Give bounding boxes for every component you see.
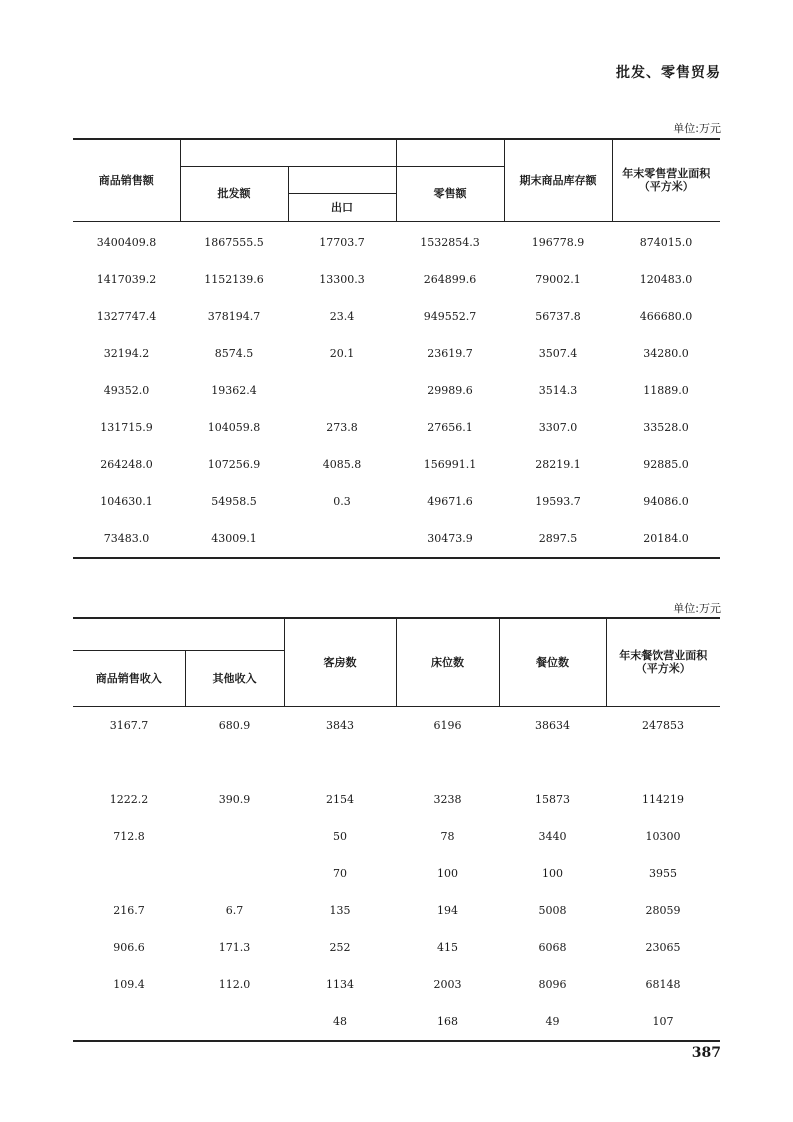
cell bbox=[73, 855, 185, 892]
cell: 3507.4 bbox=[538, 346, 578, 360]
table-row bbox=[73, 446, 720, 483]
header-export: 出口 bbox=[288, 193, 396, 221]
header-inventory: 期末商品库存额 bbox=[504, 139, 612, 221]
cell: 4085.8 bbox=[322, 457, 362, 471]
table-row bbox=[73, 966, 720, 1003]
cell: 949552.7 bbox=[423, 309, 477, 323]
cell: 1532854.3 bbox=[420, 235, 480, 249]
header-retail-area-label: 年末零售营业面积 bbox=[622, 167, 711, 181]
cell: 23.4 bbox=[329, 309, 355, 323]
cell bbox=[499, 744, 606, 781]
cell: 30473.9 bbox=[427, 531, 473, 545]
cell: 390.9 bbox=[218, 792, 251, 806]
cell bbox=[185, 744, 284, 781]
cell: 17703.7 bbox=[319, 235, 365, 249]
cell bbox=[288, 520, 396, 558]
cell: 78 bbox=[440, 829, 455, 843]
cell: 1417039.2 bbox=[96, 272, 157, 286]
cell: 216.7 bbox=[113, 903, 145, 917]
table-row bbox=[73, 892, 720, 929]
cell: 6196 bbox=[433, 718, 462, 732]
cell: 712.8 bbox=[113, 829, 145, 843]
cell: 171.3 bbox=[218, 940, 251, 954]
table-row bbox=[73, 781, 720, 818]
cell: 56737.8 bbox=[535, 309, 581, 323]
table-row bbox=[73, 744, 720, 781]
cell: 466680.0 bbox=[639, 309, 693, 323]
cell: 1152139.6 bbox=[204, 272, 264, 286]
cell: 34280.0 bbox=[643, 346, 689, 360]
header-seats: 餐位数 bbox=[499, 618, 606, 706]
table-row bbox=[73, 261, 720, 298]
cell: 43009.1 bbox=[211, 531, 257, 545]
table-row bbox=[73, 855, 720, 892]
cell: 3440 bbox=[538, 829, 567, 843]
cell bbox=[606, 744, 720, 781]
cell: 94086.0 bbox=[643, 494, 689, 508]
table-row bbox=[73, 1003, 720, 1041]
cell: 6.7 bbox=[225, 903, 244, 917]
cell: 3955 bbox=[649, 866, 677, 880]
cell: 70 bbox=[333, 866, 347, 880]
cell: 100 bbox=[542, 866, 563, 880]
table-row bbox=[73, 929, 720, 966]
header-beds: 床位数 bbox=[396, 618, 499, 706]
cell: 104630.1 bbox=[100, 494, 153, 508]
table-row bbox=[73, 298, 720, 335]
cell: 1222.2 bbox=[109, 792, 149, 806]
table2-unit-label: 单位:万元 bbox=[673, 602, 721, 615]
cell: 28219.1 bbox=[535, 457, 581, 471]
cell: 3238 bbox=[433, 792, 462, 806]
cell: 10300 bbox=[645, 829, 681, 843]
cell: 32194.2 bbox=[103, 346, 150, 360]
cell: 11889.0 bbox=[643, 383, 689, 397]
table-row bbox=[73, 818, 720, 855]
cell: 49352.0 bbox=[103, 383, 150, 397]
cell: 264248.0 bbox=[100, 457, 153, 471]
cell: 3514.3 bbox=[538, 383, 578, 397]
header-dining-area-unit: （平方米） bbox=[635, 662, 691, 676]
cell: 68148 bbox=[645, 977, 681, 991]
cell: 13300.3 bbox=[319, 272, 365, 286]
cell: 264899.6 bbox=[423, 272, 477, 286]
cell: 273.8 bbox=[326, 420, 358, 434]
cell: 112.0 bbox=[218, 977, 251, 991]
cell: 2154 bbox=[326, 792, 354, 806]
cell: 0.3 bbox=[333, 494, 351, 508]
cell: 114219 bbox=[642, 792, 684, 806]
cell bbox=[185, 855, 284, 892]
cell: 92885.0 bbox=[643, 457, 689, 471]
cell: 73483.0 bbox=[103, 531, 150, 545]
cell: 107 bbox=[652, 1014, 674, 1028]
cell: 415 bbox=[437, 940, 458, 954]
cell bbox=[73, 1003, 185, 1041]
header-income-group bbox=[73, 618, 284, 650]
cell: 15873 bbox=[535, 792, 570, 806]
cell: 20184.0 bbox=[643, 531, 689, 545]
cell: 3843 bbox=[326, 718, 354, 732]
cell bbox=[284, 744, 396, 781]
table-row bbox=[73, 335, 720, 372]
cell: 107256.9 bbox=[207, 457, 261, 471]
cell: 104059.8 bbox=[207, 420, 261, 434]
header-sales-income: 商品销售收入 bbox=[73, 650, 185, 706]
cell: 247853 bbox=[642, 718, 684, 732]
table-row bbox=[73, 520, 720, 558]
cell: 19362.4 bbox=[211, 383, 257, 397]
cell: 131715.9 bbox=[100, 420, 153, 434]
table1-unit-label: 单位:万元 bbox=[673, 122, 721, 135]
cell: 3307.0 bbox=[538, 420, 578, 434]
cell: 79002.1 bbox=[535, 272, 581, 286]
cell: 252 bbox=[329, 940, 351, 954]
header-sales: 商品销售额 bbox=[73, 139, 180, 221]
cell: 33528.0 bbox=[643, 420, 689, 434]
header-retail-area-unit: （平方米） bbox=[638, 180, 694, 194]
table-row bbox=[73, 409, 720, 446]
header-export-spacer bbox=[288, 166, 396, 193]
table-row bbox=[73, 483, 720, 520]
cell: 19593.7 bbox=[535, 494, 581, 508]
cell: 1134 bbox=[326, 977, 354, 991]
cell: 54958.5 bbox=[211, 494, 257, 508]
table-row bbox=[73, 372, 720, 409]
cell bbox=[185, 818, 284, 855]
cell bbox=[288, 372, 396, 409]
cell: 109.4 bbox=[113, 977, 145, 991]
cell: 3167.7 bbox=[109, 718, 149, 732]
cell bbox=[185, 1003, 284, 1041]
page-number: 387 bbox=[691, 1045, 721, 1061]
cell: 1867555.5 bbox=[204, 235, 264, 249]
cell: 6068 bbox=[538, 940, 567, 954]
cell bbox=[396, 744, 499, 781]
cell: 2003 bbox=[433, 977, 462, 991]
header-dining-area-label: 年末餐饮营业面积 bbox=[619, 649, 708, 663]
cell: 168 bbox=[437, 1014, 458, 1028]
cell: 23065 bbox=[645, 940, 681, 954]
cell: 48 bbox=[333, 1014, 347, 1028]
cell: 680.9 bbox=[218, 718, 251, 732]
cell: 38634 bbox=[535, 718, 570, 732]
header-dining-area bbox=[606, 618, 720, 706]
cell: 196778.9 bbox=[531, 235, 585, 249]
cell: 156991.1 bbox=[423, 457, 477, 471]
header-other-income: 其他收入 bbox=[185, 650, 284, 706]
table-row bbox=[73, 221, 720, 261]
section-title: 批发、零售贸易 bbox=[616, 65, 721, 81]
table-row bbox=[73, 706, 720, 744]
cell: 906.6 bbox=[113, 940, 145, 954]
header-rooms: 客房数 bbox=[284, 618, 396, 706]
cell: 49671.6 bbox=[427, 494, 473, 508]
header-group-spacer bbox=[180, 139, 396, 166]
header-retail: 零售额 bbox=[396, 166, 504, 221]
cell: 23619.7 bbox=[427, 346, 473, 360]
cell: 1327747.4 bbox=[96, 309, 157, 323]
wholesale-retail-table bbox=[73, 138, 720, 559]
cell: 8096 bbox=[538, 977, 567, 991]
cell: 27656.1 bbox=[427, 420, 473, 434]
header-retail-spacer bbox=[396, 139, 504, 166]
cell: 100 bbox=[437, 866, 458, 880]
cell: 3400409.8 bbox=[96, 235, 157, 249]
cell: 120483.0 bbox=[639, 272, 693, 286]
cell: 378194.7 bbox=[207, 309, 261, 323]
cell: 194 bbox=[437, 903, 458, 917]
cell: 5008 bbox=[538, 903, 567, 917]
header-wholesale: 批发额 bbox=[180, 166, 288, 221]
cell: 874015.0 bbox=[639, 235, 693, 249]
cell: 135 bbox=[329, 903, 351, 917]
cell: 50 bbox=[333, 829, 347, 843]
catering-table bbox=[73, 617, 720, 1042]
cell bbox=[73, 744, 185, 781]
header-retail-area bbox=[612, 139, 720, 221]
cell: 29989.6 bbox=[427, 383, 473, 397]
cell: 20.1 bbox=[329, 346, 355, 360]
cell: 2897.5 bbox=[538, 531, 578, 545]
cell: 49 bbox=[545, 1014, 560, 1028]
cell: 28059 bbox=[645, 903, 681, 917]
cell: 8574.5 bbox=[214, 346, 254, 360]
